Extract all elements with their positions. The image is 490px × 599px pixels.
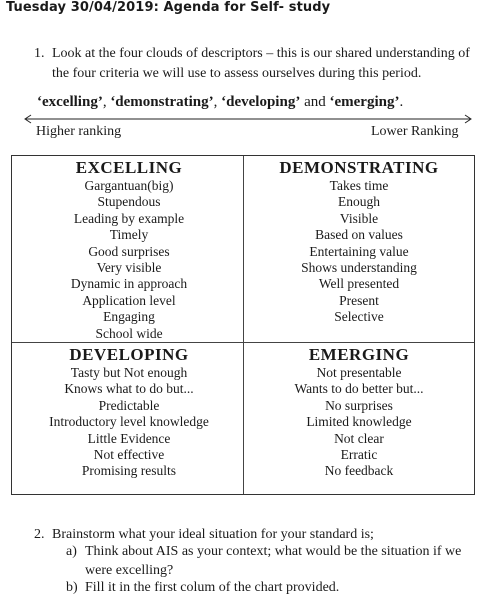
- grid-horizontal-divider: [12, 342, 474, 343]
- instruction-2b-text: Fill it in the first colum of the chart provided.: [85, 580, 340, 595]
- instruction-2a-label: a): [66, 544, 77, 559]
- descriptor-item: Good surprises: [88, 243, 170, 259]
- descriptor-item: No feedback: [324, 463, 394, 479]
- instruction-2a-text: Think about AIS as your context; what would be the situation if we were excelling?: [85, 544, 462, 578]
- instruction-2-text: Brainstorm what your ideal situation for your standard is;: [52, 527, 374, 542]
- descriptor-item: Predictable: [98, 397, 160, 413]
- descriptor-item: Based on values: [315, 227, 403, 243]
- developing-heading: DEVELOPING: [69, 345, 189, 364]
- descriptor-item: Leading by example: [73, 210, 185, 226]
- excelling-cell: [16, 158, 242, 342]
- descriptor-item: Knows what to do but...: [64, 381, 194, 397]
- higher-ranking-label: Higher ranking: [36, 124, 122, 139]
- lower-ranking-label: Lower Ranking: [371, 124, 459, 139]
- descriptor-item: Little Evidence: [87, 430, 171, 446]
- descriptor-item: School wide: [95, 325, 163, 341]
- descriptor-item: Present: [339, 292, 379, 308]
- descriptor-item: Promising results: [81, 463, 177, 479]
- criteria-developing: ‘developing’: [221, 94, 301, 110]
- descriptor-item: Wants to do better but...: [294, 381, 424, 397]
- descriptor-item: Stupendous: [97, 194, 161, 210]
- descriptor-item: Tasty but Not enough: [70, 365, 188, 380]
- criteria-separator-1: ,: [102, 94, 111, 110]
- instruction-1-number: 1.: [34, 46, 45, 61]
- criteria-end: .: [399, 94, 404, 110]
- descriptor-item: Timely: [109, 227, 149, 243]
- descriptor-item: Limited knowledge: [306, 414, 412, 430]
- descriptor-item: Visible: [339, 210, 379, 226]
- instruction-1-text: Look at the four clouds of descriptors – this is our shared understanding of the four criteria we will use to assess ourselves during this period.: [52, 46, 470, 81]
- instruction-2-number: 2.: [34, 527, 45, 542]
- emerging-heading: EMERGING: [308, 345, 410, 364]
- descriptor-item: Not effective: [93, 447, 165, 463]
- ranking-double-arrow-icon: [22, 114, 474, 124]
- descriptor-item: Not clear: [334, 430, 384, 446]
- criteria-separator-2: ,: [213, 94, 222, 110]
- developing-cell: [16, 345, 242, 480]
- criteria-separator-3: and: [300, 94, 330, 110]
- instruction-2b-label: b): [66, 580, 78, 595]
- descriptor-item: No surprises: [325, 397, 393, 413]
- descriptor-item: Gargantuan(big): [84, 178, 174, 193]
- criteria-emerging: ‘emerging’: [329, 94, 400, 110]
- descriptor-item: Entertaining value: [309, 243, 409, 259]
- grid-vertical-divider: [243, 156, 244, 494]
- descriptor-item: Introductory level knowledge: [49, 414, 209, 430]
- descriptor-item: Shows understanding: [301, 260, 417, 276]
- criteria-demonstrating: ‘demonstrating’: [110, 94, 214, 110]
- page-title: Tuesday 30/04/2019: Agenda for Self- study: [6, 0, 331, 15]
- demonstrating-heading: DEMONSTRATING: [279, 158, 439, 177]
- criteria-grid: [11, 155, 475, 495]
- descriptor-item: Takes time: [329, 178, 389, 193]
- descriptor-item: Well presented: [318, 276, 400, 292]
- descriptor-item: Engaging: [103, 309, 155, 325]
- descriptor-item: Selective: [334, 309, 384, 325]
- criteria-excelling: ‘excelling’: [37, 94, 103, 110]
- criteria-line: [37, 94, 403, 111]
- descriptor-item: Erratic: [340, 447, 378, 463]
- emerging-cell: [246, 345, 472, 480]
- demonstrating-cell: [246, 158, 472, 326]
- excelling-heading: EXCELLING: [75, 158, 183, 177]
- descriptor-item: Dynamic in approach: [70, 276, 188, 292]
- descriptor-item: Not presentable: [316, 365, 402, 380]
- descriptor-item: Application level: [82, 292, 176, 308]
- descriptor-item: Very visible: [96, 260, 162, 276]
- descriptor-item: Enough: [338, 194, 380, 210]
